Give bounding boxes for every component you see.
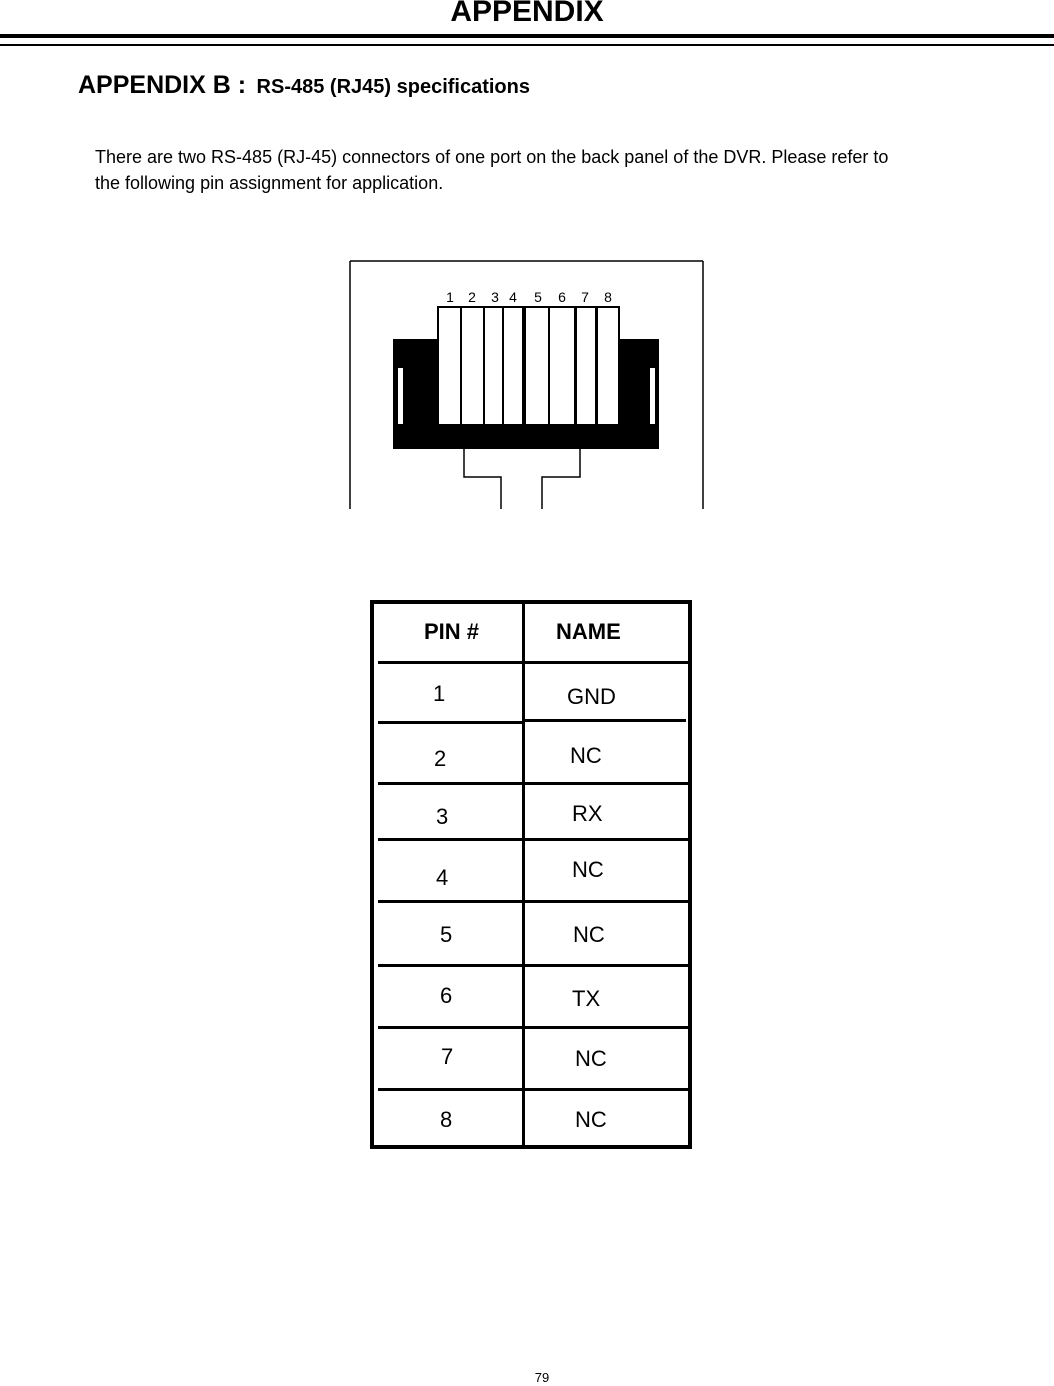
header-rule-thick — [0, 34, 1054, 38]
pin-name-8: NC — [575, 1107, 607, 1132]
pin-slot-6 — [550, 308, 574, 424]
header-rule-thin — [0, 44, 1054, 46]
pin-label-8: 8 — [604, 289, 612, 305]
pin-number-1: 1 — [433, 681, 446, 706]
section-heading — [78, 68, 530, 106]
pin-slot-8 — [598, 308, 618, 424]
pin-label-6: 6 — [558, 289, 566, 305]
table-row-divider — [378, 661, 688, 664]
pin-name-7: NC — [575, 1046, 607, 1071]
pin-slots — [439, 308, 618, 424]
table-column-divider — [522, 604, 525, 1145]
intro-paragraph — [95, 144, 1025, 196]
pin-name-3: RX — [572, 801, 603, 826]
table-row-divider — [378, 1026, 688, 1029]
pin-number-8: 8 — [440, 1107, 453, 1132]
intro-line-2: the following pin assignment for application. — [95, 173, 444, 193]
pin-slot-2 — [462, 308, 483, 424]
pin-number-7: 7 — [441, 1044, 454, 1069]
pin-assignment-table — [370, 600, 692, 1149]
table-row-divider — [378, 838, 688, 841]
intro-line-1: There are two RS-485 (RJ-45) connectors of one port on the back panel of the DVR. Please refer to — [95, 147, 889, 167]
appendix-subheading: RS-485 (RJ45) specifications — [256, 76, 530, 98]
rj45-connector-diagram — [340, 255, 710, 513]
pin-slot-4 — [504, 308, 522, 424]
pin-name-1: GND — [567, 684, 616, 709]
table-row-divider — [378, 1088, 688, 1091]
table-row-divider — [378, 721, 524, 724]
pin-number-6: 6 — [440, 983, 453, 1008]
pin-name-5: NC — [573, 922, 605, 947]
table-row-divider — [378, 782, 688, 785]
page-header-title: APPENDIX — [450, 0, 604, 28]
table-row-divider — [524, 719, 686, 722]
pin-number-4: 4 — [436, 865, 449, 890]
pin-slot-3 — [485, 308, 502, 424]
pin-label-2: 2 — [468, 289, 476, 305]
connector-leads — [464, 449, 580, 509]
pin-number-5: 5 — [440, 922, 453, 947]
table-row-divider — [378, 964, 688, 967]
appendix-heading: APPENDIX B : — [78, 71, 247, 99]
pin-number-2: 2 — [434, 746, 447, 771]
pin-label-5: 5 — [534, 289, 542, 305]
page-number: 79 — [534, 1370, 550, 1385]
name-column-header: NAME — [556, 619, 621, 644]
pin-labels — [446, 289, 612, 305]
pin-label-7: 7 — [581, 289, 589, 305]
pin-label-1: 1 — [446, 289, 454, 305]
pin-slot-5 — [526, 308, 548, 424]
pin-name-2: NC — [570, 743, 602, 768]
pin-name-4: NC — [572, 857, 604, 882]
pin-label-3: 3 — [491, 289, 499, 305]
pin-name-6: TX — [572, 986, 601, 1011]
pin-slot-1 — [439, 308, 460, 424]
pin-number-3: 3 — [436, 804, 449, 829]
pin-column-header: PIN # — [424, 619, 480, 644]
pin-label-4: 4 — [509, 289, 517, 305]
pin-slot-7 — [577, 308, 595, 424]
table-row-divider — [378, 900, 688, 903]
